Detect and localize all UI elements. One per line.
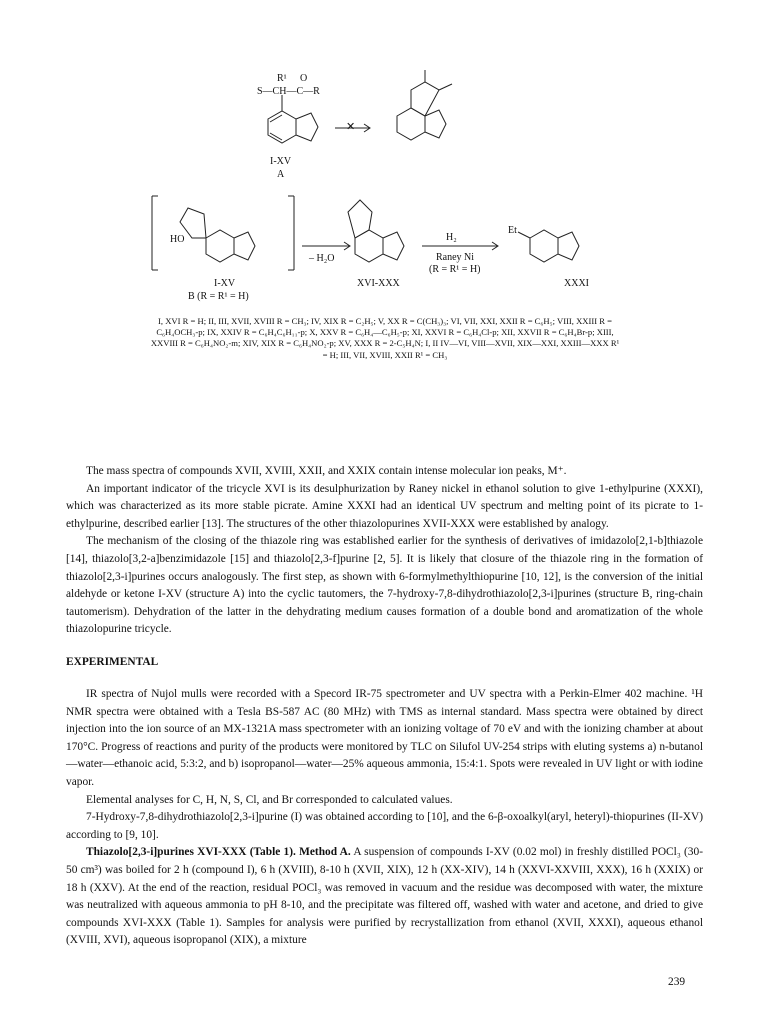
pyrimidine-ring-b — [206, 230, 234, 262]
pyrimidine-ring-top-right — [397, 108, 425, 140]
label-o-top: O — [300, 73, 308, 84]
reaction-scheme — [0, 0, 759, 330]
label-conditions: (R = R¹ = H) — [429, 264, 481, 275]
paragraph: The mass spectra of compounds XVII, XVIII, XXII, and XXIX contain intense molecular ion peaks, M⁺. — [86, 465, 567, 477]
label-et: Et — [508, 225, 517, 236]
body-text-intro — [66, 463, 703, 639]
thiazole-ring-mid — [348, 200, 372, 238]
label-sidechain: S—CH—C—R — [257, 86, 320, 97]
label-structure-a: A — [277, 169, 285, 180]
imidazole-ring-b — [234, 232, 255, 260]
imidazole-ring-mid — [383, 232, 404, 260]
label-compounds-b: I-XV — [214, 278, 236, 289]
paragraph: An important indicator of the tricycle XVI is its desulphurization by Raney nickel in ethanol solution to give 1-ethylpurine (XXXI), which was characterized as its more stable picrate. Amine XXXI had an identical UV spectrum and melting point of its picrate to 1-ethylpurine, described earlier [13]. The structures of the other thiazolopurines XVII-XXX were established by analogy. — [66, 482, 703, 530]
cross-arrow-mark: ✕ — [346, 121, 356, 133]
imidazole-ring-a — [296, 113, 318, 141]
imidazole-ring-top-right — [425, 110, 446, 138]
imidazole-ring-xxxi — [558, 232, 579, 260]
page-number: 239 — [668, 976, 686, 988]
label-compound-xxxi: XXXI — [564, 278, 589, 289]
paragraph: IR spectra of Nujol mulls were recorded with a Specord IR-75 spectrometer and UV spectra with a Perkin-Elmer 402 machine. ¹H NMR spectra were obtained with a Tesla BS-587 AC (80 MHz) with TMS as internal standard. Mass spectra were obtained by direct injection into the ion source of an MX-1321A mass spectrometer with an ionizing voltage of 70 eV and with the ionizing chamber at about 170°C. Progress of reactions and purity of the products were monitored by TLC on Silufol UV-254 strips with eluting systems a) n-butanol—water—ethanoic acid, 5:3:2, and b) isopropanol—water—25% aqueous ammonia, 15:4:1. Spots were revealed in UV light or with iodine vapor. — [66, 688, 703, 788]
label-dehydration: – H₂O — [309, 253, 335, 264]
scheme-legend: I, XVI R = H; II, III, XVII, XVIII R = CH₃; IV, XIX R = C₂H₅; V, XX R = C(CH₃)₃; VI, VII, XXI, XXII R = C₆H₅; VIII, XXIII R = C₆H₄OCH₃-p; IX, XXIV R = C₆H₄C₆H₁₁-p; X, XXV R = C₆H₄—C₆H₅-p; XI, XXVI R = C₆H₄Cl-p; XII, XXVII R = C₆H₄Br-p; XIII, XXVIII R = C₆H₄NO₂-m; XIV, XIX R = C₆H₄NO₂-p; XV, XXX R = 2-C₅H₄N; I, II IV—VI, VIII—XVII, XIX—XXI, XXIII—XXX R¹ = H; III, VII, XVIII, XXII R¹ = CH₃ — [150, 316, 620, 360]
section-heading-experimental: EXPERIMENTAL — [66, 656, 159, 668]
pyrimidine-ring-mid — [355, 230, 383, 262]
label-r1-top: R¹ — [277, 73, 287, 84]
paragraph-method-a — [66, 844, 703, 950]
label-compounds-a: I-XV — [270, 156, 292, 167]
label-h2: H₂ — [446, 232, 457, 243]
label-ho: HO — [170, 234, 185, 245]
label-compounds-mid: XVI-XXX — [357, 278, 400, 289]
pyrimidine-ring-xxxi — [530, 230, 558, 262]
body-text-experimental — [66, 686, 703, 950]
thiazole-ring-top-right — [411, 82, 439, 116]
paragraph: The mechanism of the closing of the thiazole ring was established earlier for the synthesis of derivatives of imidazolo[2,1-b]thiazole [14], thiazolo[3,2-a]benzimidazole [15] and thiazolo[2,3-f]purine [2, 5]. It is likely that closure of the thiazole ring in the formation of thiazolo[2,3-i]purines occurs analogously. The first step, as shown with 6-formylmethylthiopurine [10, 12], is the conversion of the initial aldehyde or ketone I-XV (structure A) into the cyclic tautomers, the 7-hydroxy-7,8-dihydrothiazolo[2,3-i]purines (structure B, ring-chain tautomerism). Dehydration of the latter in the dehydrating medium causes formation of a double bond and aromatization of the whole thiazolopurine tricycle. — [66, 535, 703, 636]
paragraph: 7-Hydroxy-7,8-dihydrothiazolo[2,3-i]purine (I) was obtained according to [10], and the 6-β-oxoalkyl(aryl, heteryl)-thiopurines (II-XV) according to [9, 10]. — [66, 811, 703, 841]
pyrimidine-ring-a — [268, 111, 296, 143]
method-a-title: Thiazolo[2,3-i]purines XVI-XXX (Table 1). Method A. — [86, 846, 351, 859]
paragraph: Elemental analyses for C, H, N, S, Cl, and Br corresponded to calculated values. — [86, 793, 453, 806]
label-raney: Raney Ni — [436, 252, 475, 263]
label-structure-b: B (R = R¹ = H) — [188, 291, 249, 302]
method-a-text: A suspension of compounds I-XV (0.02 mol) in freshly distilled POCl₃ (30-50 cm³) was boiled for 2 h (compound I), 6 h (XVIII), 8-10 h (XVII, XIX), 12 h (XX-XIV), 14 h (XXVI-XXVIII, XXX), 16 h (XXIX) or 18 h (XXV). At the end of the reaction, residual POCl₃ was removed in vacuum and the residue was decomposed with water, the mixture was neutralized with aqueous ammonia to pH 8-10, and the precipitate was filtered off, washed with water and acetone, and dried to give compounds XVI-XXX (Table 1). Samples for analysis were purified by recrystallization from ethanol (XVII, XXXI), aqueous ethanol (XVIII, XVI), aqueous isopropanol (XIX), a mixture — [66, 846, 703, 947]
